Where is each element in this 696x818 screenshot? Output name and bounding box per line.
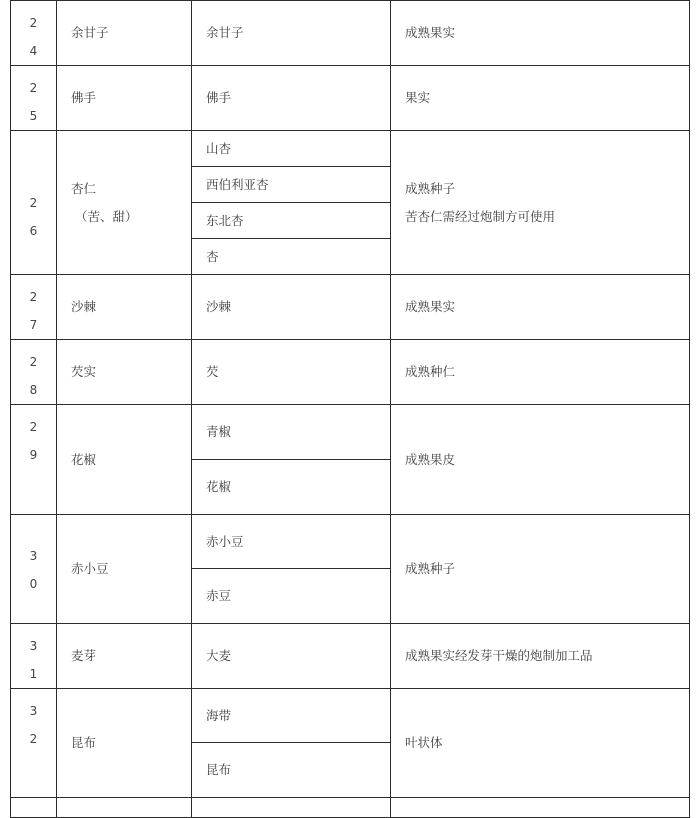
herb-name: 赤小豆 — [57, 515, 192, 624]
source-cell: 西伯利亚杏 — [192, 167, 391, 203]
table-row — [11, 689, 690, 743]
herb-name: 芡实 — [57, 340, 192, 405]
part-cell: 成熟果皮 — [391, 405, 690, 515]
source-cell — [192, 798, 391, 818]
row-number: 2 6 — [11, 131, 57, 275]
herb-table — [10, 0, 690, 818]
source-cell: 昆布 — [192, 743, 391, 798]
table-row — [11, 131, 690, 167]
herb-name: 麦芽 — [57, 624, 192, 689]
row-number: 3 2 — [11, 689, 57, 798]
herb-name: 余甘子 — [57, 1, 192, 66]
herb-name — [57, 798, 192, 818]
row-number: 2 5 — [11, 66, 57, 131]
source-cell: 芡 — [192, 340, 391, 405]
source-cell: 青椒 — [192, 405, 391, 460]
source-cell: 海带 — [192, 689, 391, 743]
part-cell — [391, 798, 690, 818]
source-cell: 大麦 — [192, 624, 391, 689]
row-number: 2 4 — [11, 1, 57, 66]
table-row — [11, 66, 690, 131]
herb-name: 沙棘 — [57, 275, 192, 340]
source-cell: 东北杏 — [192, 203, 391, 239]
source-cell: 杏 — [192, 239, 391, 275]
part-cell: 叶状体 — [391, 689, 690, 798]
source-cell: 山杏 — [192, 131, 391, 167]
row-number: 3 1 — [11, 624, 57, 689]
table-row — [11, 515, 690, 569]
table-row — [11, 340, 690, 405]
source-cell: 沙棘 — [192, 275, 391, 340]
herb-name: 昆布 — [57, 689, 192, 798]
table-row — [11, 1, 690, 66]
part-cell: 果实 — [391, 66, 690, 131]
table-row — [11, 275, 690, 340]
herb-name: 花椒 — [57, 405, 192, 515]
row-number: 3 0 — [11, 515, 57, 624]
part-cell: 成熟种仁 — [391, 340, 690, 405]
row-number: 2 8 — [11, 340, 57, 405]
source-cell: 赤豆 — [192, 569, 391, 624]
source-cell: 余甘子 — [192, 1, 391, 66]
part-cell: 成熟果实经发芽干燥的炮制加工品 — [391, 624, 690, 689]
source-cell: 花椒 — [192, 460, 391, 515]
source-cell: 佛手 — [192, 66, 391, 131]
table-row — [11, 405, 690, 460]
table-row — [11, 798, 690, 818]
row-number: 2 9 — [11, 405, 57, 515]
row-number — [11, 798, 57, 818]
row-number: 2 7 — [11, 275, 57, 340]
part-cell: 成熟果实 — [391, 1, 690, 66]
part-cell: 成熟果实 — [391, 275, 690, 340]
table-row — [11, 624, 690, 689]
herb-name: 杏仁 （苦、甜） — [57, 131, 192, 275]
part-cell: 成熟种子 苦杏仁需经过炮制方可使用 — [391, 131, 690, 275]
part-cell: 成熟种子 — [391, 515, 690, 624]
source-cell: 赤小豆 — [192, 515, 391, 569]
herb-name: 佛手 — [57, 66, 192, 131]
